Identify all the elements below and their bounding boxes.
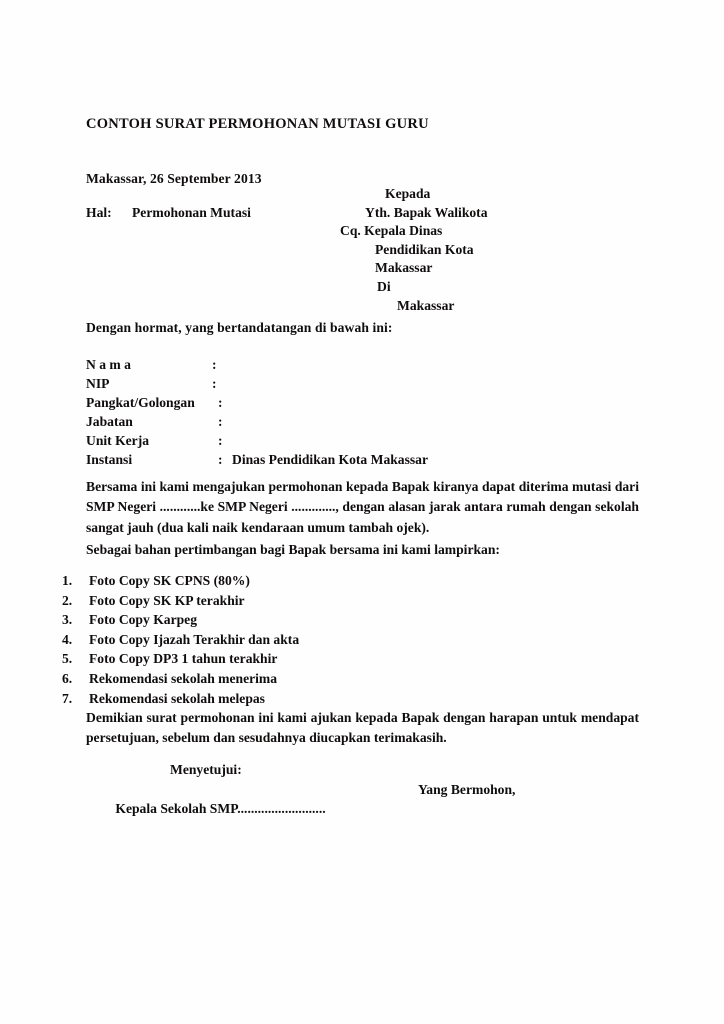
paragraph-attachments-intro: Sebagai bahan pertimbangan bagi Bapak bersama ini kami lampirkan: — [86, 542, 500, 557]
list-item-label: Foto Copy SK CPNS (80%) — [89, 573, 250, 588]
paragraph-closing: Demikian surat permohonan ini kami ajukan kepada Bapak dengan harapan untuk mendapat persetujuan, sebelum dan sesudahnya diucapkan terimakasih. — [86, 710, 639, 746]
subject-label: Hal: — [86, 205, 112, 220]
field-colon-nip: : — [212, 376, 217, 392]
field-value-nama — [222, 355, 226, 374]
list-item-number: 5. — [62, 651, 73, 667]
list-item-number: 3. — [62, 612, 73, 628]
signature-left-signer: Kepala Sekolah SMP.......................... — [115, 801, 326, 817]
field-label-nip: NIP — [86, 376, 110, 392]
identity-field-list — [86, 355, 428, 470]
field-label-unit-kerja: Unit Kerja — [86, 433, 150, 449]
list-item-label: Foto Copy Ijazah Terakhir dan akta — [89, 631, 300, 647]
recipient-line-walikota: Yth. Bapak Walikota — [365, 204, 488, 220]
field-colon-unit-kerja: : — [218, 433, 223, 449]
field-label-pangkat-golongan: Pangkat/Golongan — [86, 395, 195, 411]
subject-line — [86, 205, 251, 221]
signature-right-signer: Yang Bermohon, — [418, 781, 516, 797]
field-row-instansi — [86, 450, 428, 469]
list-item — [62, 591, 299, 611]
subject-value: Permohonan Mutasi — [132, 205, 251, 220]
recipient-line-city: Makassar — [397, 297, 455, 313]
list-item-number: 1. — [62, 573, 73, 588]
signature-block — [86, 760, 639, 858]
list-item-number: 4. — [62, 631, 73, 647]
field-value-unit-kerja — [228, 431, 232, 450]
field-row-jabatan — [86, 412, 428, 431]
signature-approval-title: Menyetujui: — [170, 762, 242, 777]
list-item — [62, 571, 299, 591]
list-item-number: 2. — [62, 592, 73, 608]
field-value-instansi: Dinas Pendidikan Kota Makassar — [232, 452, 429, 468]
field-colon-nama: : — [212, 357, 217, 372]
recipient-line-kepada: Kepada — [385, 186, 431, 201]
list-item-label: Foto Copy Karpeg — [89, 612, 197, 628]
list-item — [62, 630, 299, 650]
field-colon-pangkat-golongan: : — [218, 395, 223, 411]
list-item-label: Rekomendasi sekolah melepas — [89, 690, 265, 706]
field-colon-instansi: : — [218, 452, 223, 468]
list-item-label: Foto Copy SK KP terakhir — [89, 592, 245, 608]
list-item-number: 6. — [62, 670, 73, 686]
field-row-nip — [86, 374, 428, 393]
signature-row — [86, 780, 639, 858]
field-value-jabatan — [228, 412, 232, 431]
recipient-line-kepala-dinas: Cq. Kepala Dinas — [340, 223, 443, 239]
field-row-pangkat-golongan — [86, 393, 428, 412]
field-row-unit-kerja — [86, 431, 428, 450]
field-row-nama — [86, 355, 428, 374]
recipient-address-block — [340, 185, 488, 315]
recipient-line-di: Di — [377, 278, 391, 294]
list-item-label: Rekomendasi sekolah menerima — [89, 670, 278, 686]
field-label-instansi: Instansi — [86, 452, 133, 468]
field-colon-jabatan: : — [218, 414, 223, 430]
attachment-list — [62, 571, 299, 708]
page-title: CONTOH SURAT PERMOHONAN MUTASI GURU — [86, 116, 429, 132]
salutation-line: Dengan hormat, yang bertandatangan di bawah ini: — [86, 320, 393, 335]
list-item — [62, 610, 299, 630]
letter-date: Makassar, 26 September 2013 — [86, 171, 262, 186]
recipient-line-makassar: Makassar — [375, 260, 433, 276]
field-label-nama: N a m a — [86, 357, 131, 372]
list-item — [62, 669, 299, 689]
paragraph-request: Bersama ini kami mengajukan permohonan kepada Bapak kiranya dapat diterima mutasi dari SMP Negeri ............ke SMP Negeri ............., dengan alasan jarak antara rumah dengan sekolah sangat jauh (dua kali naik kendaraan umum tambah ojek). — [86, 479, 639, 535]
list-item-label: Foto Copy DP3 1 tahun terakhir — [89, 651, 278, 667]
list-item — [62, 689, 299, 709]
field-value-pangkat-golongan — [228, 393, 232, 412]
list-item — [62, 649, 299, 669]
recipient-line-pendidikan: Pendidikan Kota — [375, 241, 474, 257]
list-item-number: 7. — [62, 690, 73, 706]
field-value-nip — [222, 374, 226, 393]
field-label-jabatan: Jabatan — [86, 414, 133, 430]
